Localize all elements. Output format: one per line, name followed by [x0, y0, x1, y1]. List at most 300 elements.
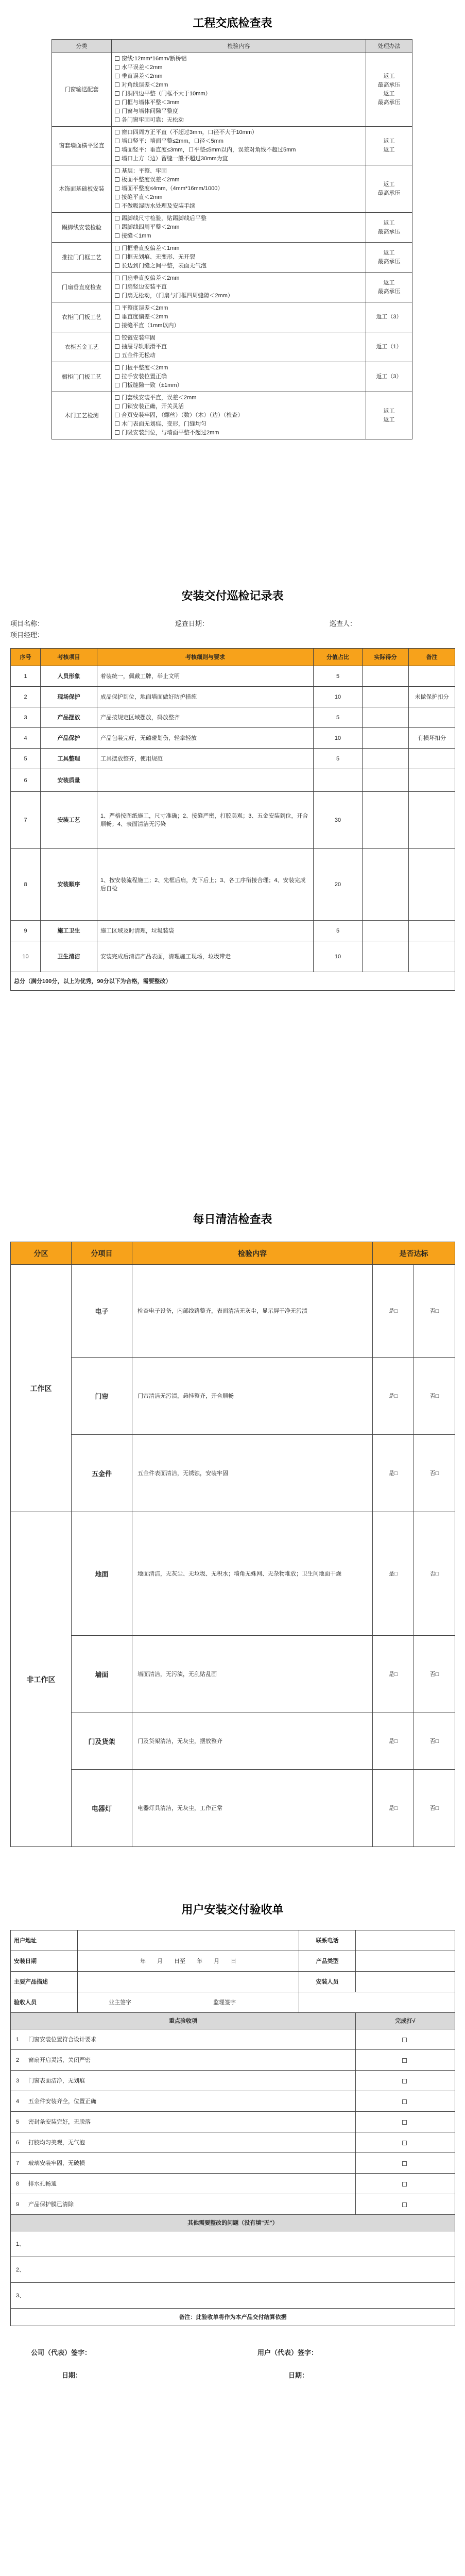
s1-check-item[interactable]: [115, 351, 363, 360]
s3-no[interactable]: 否□: [414, 1770, 455, 1847]
checkbox-icon[interactable]: [402, 2058, 407, 2063]
s1-fix-text: 最高承压: [377, 288, 401, 295]
s2-item: 卫生清洁: [41, 941, 97, 972]
s2-actual[interactable]: [363, 769, 409, 792]
s2-note: [409, 749, 455, 769]
checkbox-icon[interactable]: [115, 306, 119, 310]
checkbox-icon[interactable]: [115, 335, 119, 340]
s1-check-item[interactable]: [115, 232, 363, 241]
s3-desc: 地面清洁，无灰尘、无垃圾、无积水；墙角无蛛网、无杂物堆放；卫生间地面干燥: [132, 1512, 373, 1636]
s1-item-text: 门框无划痕、无变形、无开裂: [122, 254, 195, 260]
s4-title: 用户安装交付验收单: [181, 1903, 284, 1916]
checkbox-icon[interactable]: [115, 263, 119, 268]
s1-item-text: 垂直度偏差＜2mm: [122, 314, 168, 320]
s3-row: [11, 1770, 455, 1847]
checkbox-icon[interactable]: [115, 130, 119, 134]
s2-actual[interactable]: [363, 792, 409, 849]
s4-table: [10, 1930, 455, 2326]
product-desc-label: 主要产品描述: [11, 1972, 78, 1992]
checkbox-icon[interactable]: [115, 82, 119, 87]
s3-desc: 门及货架清洁，无灰尘，摆放整齐: [132, 1713, 373, 1770]
s2-table: [10, 648, 455, 991]
s4-check-no: 3: [16, 2077, 20, 2084]
s2-note: [409, 666, 455, 687]
s1-item-text: 不做吸湿防水处理及安装手续: [122, 203, 195, 209]
s4-issue-field[interactable]: 2、: [11, 2257, 455, 2283]
s1-item-text: 长边到门缝之间平整，表面无气泡: [122, 263, 206, 269]
s2-title: 安装交付巡检记录表: [181, 589, 284, 602]
s4-blank-row: [11, 2283, 455, 2309]
s1-check-item[interactable]: [115, 137, 363, 146]
checkbox-icon[interactable]: [115, 186, 119, 191]
s3-row: [11, 1713, 455, 1770]
s2-row: [11, 728, 455, 749]
installer-label: 安装人员: [299, 1972, 356, 1992]
s1-check-item[interactable]: [115, 334, 363, 343]
s3-no[interactable]: 否□: [414, 1636, 455, 1713]
s1-fix-text: 返工: [383, 249, 395, 256]
s1-item-text: 垂直误差＜2mm: [122, 73, 163, 79]
s4-note: 备注：此验收单将作为本产品交付结算依据: [11, 2309, 455, 2326]
s4-check-row: [11, 2194, 455, 2215]
s1-check-item[interactable]: [115, 90, 363, 98]
s2-no: 3: [11, 707, 41, 728]
checkbox-icon[interactable]: [115, 421, 119, 426]
product-type-field[interactable]: [356, 1951, 455, 1972]
checkbox-icon[interactable]: [115, 195, 119, 199]
s1-check-item[interactable]: [115, 372, 363, 381]
s1-category: 推拉门门框工艺: [52, 243, 112, 273]
checkbox-icon[interactable]: [115, 395, 119, 400]
s2-note: 未做保护扣分: [409, 687, 455, 707]
s3-sub: 电子: [72, 1265, 132, 1358]
install-date-label: 安装日期: [11, 1951, 78, 1972]
s4-blank-row: [11, 2257, 455, 2283]
s2-header: 考核细则与要求: [97, 649, 314, 666]
s4-mark[interactable]: [356, 2153, 455, 2174]
s2-header: 备注: [409, 649, 455, 666]
checkbox-icon[interactable]: [115, 430, 119, 435]
s2-no: 9: [11, 921, 41, 941]
s3-desc: 门帘清洁无污渍，悬挂整齐，开合顺畅: [132, 1358, 373, 1435]
checkbox-icon[interactable]: [115, 168, 119, 173]
s1-check-item[interactable]: [115, 274, 363, 283]
s2-row: [11, 769, 455, 792]
s1-check-item[interactable]: [115, 292, 363, 300]
supervisor-sign-label: 监理签字: [213, 1999, 236, 2006]
s3-no[interactable]: 否□: [414, 1358, 455, 1435]
s3-row: [11, 1358, 455, 1435]
s1-item-text: 门窗与墙体间隙平整度: [122, 108, 178, 114]
checkbox-icon[interactable]: [402, 2182, 407, 2187]
install-patrol-section: [0, 556, 465, 1190]
s1-check-item[interactable]: [115, 313, 363, 321]
s1-item-text: 平整度误差＜2mm: [122, 305, 168, 311]
s2-row: [11, 792, 455, 849]
s1-check-item[interactable]: [115, 411, 363, 420]
s3-sub: 地面: [72, 1512, 132, 1636]
s4-mark[interactable]: [356, 2091, 455, 2112]
checkbox-icon[interactable]: [115, 147, 119, 152]
s1-check-item[interactable]: [115, 262, 363, 270]
s1-item-text: 门扇无松动，（门扇与门框四周缝隙＜2mm）: [122, 293, 233, 299]
s1-item-text: 墙面平整度≤4mm,（4mm*16mm/1000）: [122, 185, 223, 192]
checkbox-icon[interactable]: [115, 91, 119, 96]
s2-note: [409, 769, 455, 792]
checkbox-icon[interactable]: [115, 117, 119, 122]
s3-sub: 墙面: [72, 1636, 132, 1713]
s2-actual[interactable]: [363, 666, 409, 687]
s4-check-no: 9: [16, 2201, 20, 2208]
s4-check-text: 门窗表面洁净，无划痕: [28, 2077, 85, 2084]
s1-row: [52, 362, 412, 392]
checkbox-icon[interactable]: [115, 284, 119, 289]
checkbox-icon[interactable]: [115, 404, 119, 409]
s1-check-item[interactable]: [115, 429, 363, 437]
s1-item-text: 窗口四周方正平直（不超过3mm，口径不大于10mm）: [122, 129, 258, 135]
s3-yes[interactable]: 是□: [373, 1435, 414, 1512]
checkbox-icon[interactable]: [115, 255, 119, 259]
s2-no: 7: [11, 792, 41, 849]
s1-check-item[interactable]: [115, 155, 363, 163]
s1-check-item[interactable]: [115, 381, 363, 390]
s4-check-text: 五金件安装齐全，位置正确: [28, 2098, 96, 2105]
s3-yes[interactable]: 是□: [373, 1512, 414, 1636]
s2-req: 1、按安装流程施工；2、先框后扇，先下后上；3、各工序衔接合理；4、安装完成后自检: [97, 849, 314, 921]
s1-check-item[interactable]: [115, 253, 363, 262]
s2-row: [11, 687, 455, 707]
s1-check-item[interactable]: [115, 283, 363, 292]
s1-check-item[interactable]: [115, 55, 363, 63]
s4-check-text: 门窗安装位置符合设计要求: [28, 2036, 96, 2043]
s1-check-item[interactable]: [115, 364, 363, 372]
s3-sub: 门及货架: [72, 1713, 132, 1770]
s2-actual[interactable]: [363, 921, 409, 941]
s3-no[interactable]: 否□: [414, 1265, 455, 1358]
user-address-field[interactable]: [78, 1930, 299, 1951]
s4-check-no: 4: [16, 2098, 20, 2105]
s1-row: [52, 302, 412, 332]
s2-req: [97, 769, 314, 792]
s4-check-text: 打胶均匀美观，无气泡: [28, 2139, 85, 2146]
s1-header: 处理办法: [366, 40, 412, 53]
s2-actual[interactable]: [363, 707, 409, 728]
s2-score: 5: [314, 921, 363, 941]
mark-header: 完成打√: [356, 2013, 455, 2029]
s1-check-item[interactable]: [115, 128, 363, 137]
s3-sub: 门帘: [72, 1358, 132, 1435]
install-date-field[interactable]: 年 月 日至 年 月 日: [78, 1951, 299, 1972]
s3-yes[interactable]: 是□: [373, 1636, 414, 1713]
s2-no: 2: [11, 687, 41, 707]
s1-fix-text: 返工（3）: [376, 374, 402, 380]
s2-actual[interactable]: [363, 849, 409, 921]
checkbox-icon[interactable]: [115, 374, 119, 379]
project-name-label: 项目名称：: [10, 620, 44, 628]
s3-header: 分区: [11, 1242, 72, 1265]
s1-check-item[interactable]: [115, 176, 363, 184]
s2-req: 工具摆放整齐，使用规范: [97, 749, 314, 769]
s2-note: 有损坏扣分: [409, 728, 455, 749]
s4-issue-field[interactable]: 1、: [11, 2231, 455, 2257]
s1-item-text: 门扇垂直度偏差＜2mm: [122, 275, 180, 281]
phone-field[interactable]: [356, 1930, 455, 1951]
s3-sub: 电器灯: [72, 1770, 132, 1847]
s2-score: 5: [314, 749, 363, 769]
checkbox-icon[interactable]: [402, 2120, 407, 2125]
s3-desc: 检查电子设备，内部线路整齐，表面清洁无灰尘，显示屏干净无污渍: [132, 1265, 373, 1358]
s4-check-text: 玻璃安装牢固，无破损: [28, 2160, 85, 2166]
s1-check-item[interactable]: [115, 202, 363, 211]
s2-actual[interactable]: [363, 941, 409, 972]
checkbox-icon[interactable]: [115, 156, 119, 161]
daily-clean-section: [0, 1190, 465, 1886]
s1-table: [51, 39, 412, 439]
checkbox-icon[interactable]: [115, 314, 119, 319]
checkbox-icon[interactable]: [115, 74, 119, 78]
s1-fix-text: 返工: [383, 279, 395, 286]
s1-item-text: 抽屉导轨顺滑平直: [122, 344, 167, 350]
s1-category: 踢脚线安装检验: [52, 213, 112, 243]
checkbox-icon[interactable]: [115, 233, 119, 238]
checkbox-icon[interactable]: [115, 204, 119, 208]
s1-check-item[interactable]: [115, 81, 363, 90]
s1-item-text: 对角线误差＜2mm: [122, 82, 168, 88]
s4-mark[interactable]: [356, 2112, 455, 2132]
s2-score: 10: [314, 687, 363, 707]
s3-desc: 电器灯具清洁，无灰尘，工作正常: [132, 1770, 373, 1847]
checkbox-icon[interactable]: [115, 276, 119, 280]
s1-category: 窗套墙面横平竖直: [52, 127, 112, 165]
s1-item-text: 门扇竖边安装平直: [122, 284, 167, 290]
s1-check-item[interactable]: [115, 63, 363, 72]
s4-mark[interactable]: [356, 2132, 455, 2153]
s4-check-text: 密封条安装完好，无脱落: [28, 2119, 91, 2125]
s4-check-text: 窗扇开启灵活，关闭严密: [28, 2057, 91, 2063]
s1-item-text: 接缝＜1mm: [122, 233, 151, 239]
s4-check-row: [11, 2174, 455, 2194]
checkbox-icon[interactable]: [115, 246, 119, 250]
s3-yes[interactable]: 是□: [373, 1265, 414, 1358]
s2-item: 施工卫生: [41, 921, 97, 941]
checkbox-icon[interactable]: [402, 2099, 407, 2104]
s1-category: 木门工艺检测: [52, 392, 112, 439]
s1-item-text: 板面平整度误差＜2mm: [122, 177, 180, 183]
s1-row: [52, 213, 412, 243]
s3-yes[interactable]: 是□: [373, 1713, 414, 1770]
s3-row: [11, 1636, 455, 1713]
s4-check-row: [11, 2050, 455, 2071]
s1-item-text: 铰链安装牢固: [122, 335, 156, 341]
s1-item-text: 五金件无松动: [122, 352, 156, 359]
s1-check-item[interactable]: [115, 72, 363, 81]
s3-no[interactable]: 否□: [414, 1435, 455, 1512]
s1-check-item[interactable]: [115, 167, 363, 176]
s1-check-item[interactable]: [115, 98, 363, 107]
s1-fix-text: 返工（3）: [376, 314, 402, 320]
s2-score: 10: [314, 728, 363, 749]
s2-req: 成品保护到位，地面墙面做好防护措施: [97, 687, 314, 707]
s2-item: 人员形象: [41, 666, 97, 687]
s4-check-row: [11, 2071, 455, 2091]
other-issues-header: 其他需要整改的问题（没有填"无"）: [11, 2215, 455, 2231]
s4-check-no: 1: [16, 2036, 20, 2043]
s4-check-row: [11, 2132, 455, 2153]
checkbox-icon[interactable]: [115, 383, 119, 387]
s2-item: 产品保护: [41, 728, 97, 749]
s2-header: 分值占比: [314, 649, 363, 666]
s1-check-item[interactable]: [115, 223, 363, 232]
s2-row: [11, 941, 455, 972]
s1-check-item[interactable]: [115, 321, 363, 330]
project-manager-label: 项目经理：: [10, 631, 44, 639]
s2-row: [11, 921, 455, 941]
s1-category: 门窗输送配套: [52, 53, 112, 127]
check-header: 重点验收项: [11, 2013, 356, 2029]
s4-check-text: 排水孔畅通: [28, 2180, 57, 2187]
s1-item-text: 踢脚线四周平整＜2mm: [122, 224, 180, 230]
s1-item-text: 门板缝隙一致（±1mm）: [122, 382, 183, 388]
checkbox-icon[interactable]: [115, 293, 119, 298]
checkbox-icon[interactable]: [402, 2038, 407, 2042]
s2-no: 6: [11, 769, 41, 792]
checkbox-icon[interactable]: [115, 353, 119, 358]
checkbox-icon[interactable]: [115, 109, 119, 113]
s4-check-no: 2: [16, 2057, 20, 2063]
s3-no[interactable]: 否□: [414, 1713, 455, 1770]
s2-item: 工具整理: [41, 749, 97, 769]
s4-mark[interactable]: [356, 2029, 455, 2050]
s1-item-text: 门吸安装到位，与墙面平整不超过2mm: [122, 430, 219, 436]
s4-check-no: 6: [16, 2139, 20, 2146]
checkbox-icon[interactable]: [115, 65, 119, 70]
s1-check-item[interactable]: [115, 184, 363, 193]
s1-check-item[interactable]: [115, 214, 363, 223]
s2-item: 安装工艺: [41, 792, 97, 849]
product-desc-field[interactable]: [78, 1972, 299, 1992]
checkbox-icon[interactable]: [402, 2141, 407, 2145]
s3-yes[interactable]: 是□: [373, 1770, 414, 1847]
s1-check-item[interactable]: [115, 343, 363, 351]
s2-no: 8: [11, 849, 41, 921]
s4-mark[interactable]: [356, 2071, 455, 2091]
inspector-label: 验收人员: [11, 1992, 78, 2013]
s1-check-item[interactable]: [115, 420, 363, 429]
s1-check-item[interactable]: [115, 146, 363, 155]
checkbox-icon[interactable]: [115, 177, 119, 182]
s2-no: 4: [11, 728, 41, 749]
checkbox-icon[interactable]: [402, 2079, 407, 2083]
s2-req: 产品按规定区域摆放，码放整齐: [97, 707, 314, 728]
s3-row: [11, 1512, 455, 1636]
s1-item-text: 门洞四边平整（门框不大于10mm）: [122, 91, 211, 97]
s4-check-no: 5: [16, 2119, 20, 2125]
s4-blank-row: [11, 2231, 455, 2257]
s2-note: [409, 849, 455, 921]
s1-fix-text: 返工: [383, 408, 395, 414]
s1-category: 门扇垂直度检查: [52, 273, 112, 302]
s2-score: 30: [314, 792, 363, 849]
checkbox-icon[interactable]: [115, 139, 119, 143]
s1-item-text: 水平误差＜2mm: [122, 64, 163, 71]
s1-item-text: 墙口上方（边）留缝一般不超过30mm为宜: [122, 156, 228, 162]
s1-header: 检验内容: [112, 40, 366, 53]
s2-item: 产品摆放: [41, 707, 97, 728]
s3-header: 检验内容: [132, 1242, 373, 1265]
s1-fix-text: 返工: [383, 219, 395, 226]
s2-note: [409, 792, 455, 849]
s3-zone: 非工作区: [11, 1512, 72, 1847]
s1-check-item[interactable]: [115, 107, 363, 116]
installer-field[interactable]: [356, 1972, 455, 1992]
s1-item-text: 各门窗牢固可靠：无松动: [122, 117, 184, 123]
s1-check-item[interactable]: [115, 304, 363, 313]
checkbox-icon[interactable]: [115, 100, 119, 105]
company-sign-label: 公司（代表）签字：: [31, 2349, 92, 2357]
s2-actual[interactable]: [363, 728, 409, 749]
s1-fix-text: 返工: [383, 91, 395, 97]
s3-yes[interactable]: 是□: [373, 1358, 414, 1435]
s1-check-item[interactable]: [115, 394, 363, 402]
s4-issue-field[interactable]: 3、: [11, 2283, 455, 2309]
s2-note: [409, 941, 455, 972]
s1-header: 分类: [52, 40, 112, 53]
s3-row: [11, 1265, 455, 1358]
checkbox-icon[interactable]: [115, 56, 119, 61]
inspector-field[interactable]: [299, 1992, 455, 2013]
s3-desc: 五金件表面清洁，无锈蚀，安装牢固: [132, 1435, 373, 1512]
s3-no[interactable]: 否□: [414, 1512, 455, 1636]
user-date-label: 日期：: [288, 2371, 309, 2379]
s1-item-text: 拉手安装位置正确: [122, 374, 167, 380]
s3-row: [11, 1435, 455, 1512]
s4-mark[interactable]: [356, 2174, 455, 2194]
company-date-label: 日期：: [62, 2371, 82, 2379]
checkbox-icon[interactable]: [115, 216, 119, 221]
s4-check-row: [11, 2112, 455, 2132]
checkbox-icon[interactable]: [115, 225, 119, 229]
checkbox-icon[interactable]: [402, 2202, 407, 2207]
checkbox-icon[interactable]: [115, 323, 119, 328]
s2-actual[interactable]: [363, 687, 409, 707]
engineering-check-section: [0, 0, 465, 556]
s1-item-text: 门套线安装平直，误差＜2mm: [122, 395, 197, 401]
s4-mark[interactable]: [356, 2050, 455, 2071]
s3-sub: 五金件: [72, 1435, 132, 1512]
product-type-label: 产品类型: [299, 1951, 356, 1972]
s1-item-text: 木门表面无划痕、变形，门缝均匀: [122, 421, 206, 427]
s1-check-item[interactable]: [115, 116, 363, 125]
s1-row: [52, 165, 412, 213]
checkbox-icon[interactable]: [115, 413, 119, 417]
s1-fix-text: 返工: [383, 416, 395, 423]
checkbox-icon[interactable]: [115, 365, 119, 370]
s4-mark[interactable]: [356, 2194, 455, 2215]
s1-item-text: 墙面竖平：垂直度≤3mm，口平整≤5mm以内，误差对角线不超过5mm: [122, 147, 296, 153]
s1-check-item[interactable]: [115, 244, 363, 253]
s2-req: 产品包装完好，无磕碰划伤，轻拿轻放: [97, 728, 314, 749]
s1-check-item[interactable]: [115, 402, 363, 411]
s2-actual[interactable]: [363, 749, 409, 769]
s2-no: 10: [11, 941, 41, 972]
checkbox-icon[interactable]: [115, 344, 119, 349]
s2-score: 5: [314, 707, 363, 728]
s1-item-text: 接缝平直（1mm以内）: [122, 323, 180, 329]
s1-check-item[interactable]: [115, 193, 363, 202]
s2-header: 实际得分: [363, 649, 409, 666]
user-sign-label: 用户（代表）签字：: [257, 2349, 318, 2357]
checkbox-icon[interactable]: [402, 2161, 407, 2166]
